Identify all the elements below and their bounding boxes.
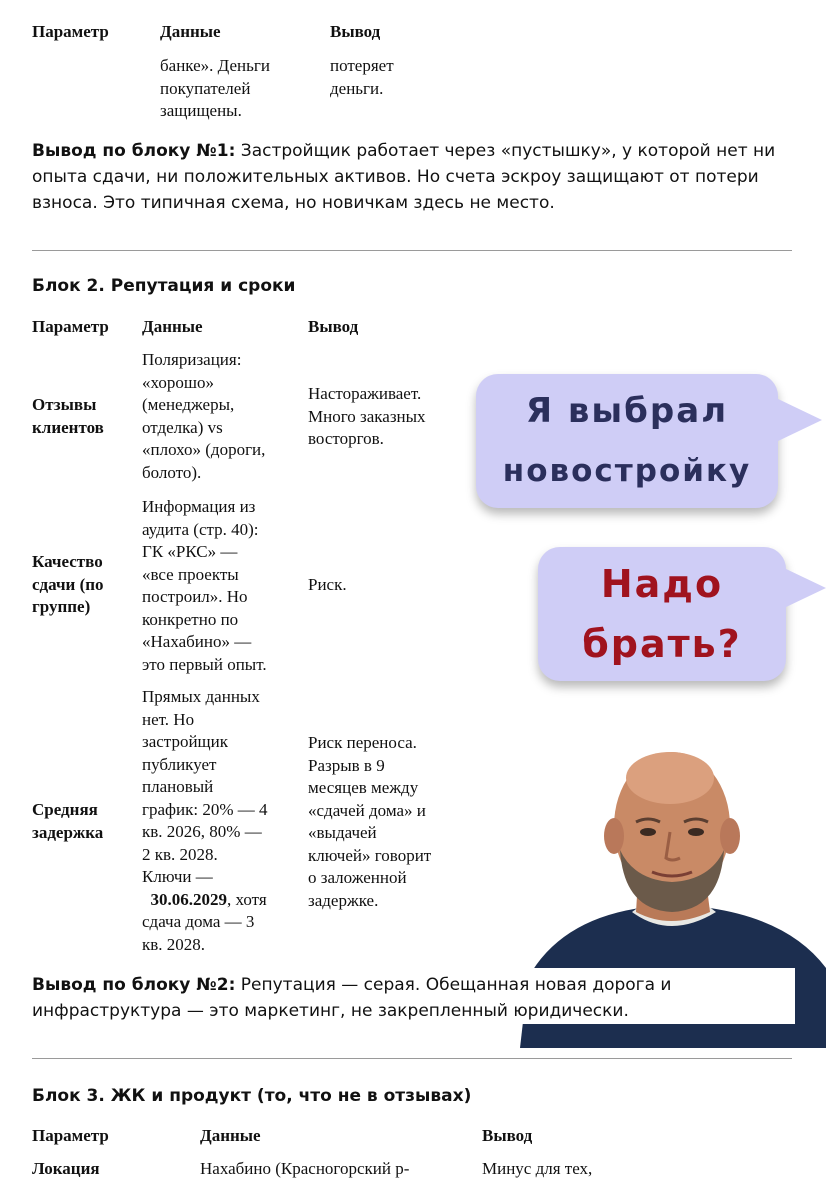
block2-row1-data: Поляризация: «хорошо» (менеджеры, отделка) vs «плохо» (дороги, болото). <box>142 350 266 482</box>
block2-row1-output: Настораживает. Много заказных восторгов. <box>308 384 426 448</box>
block2-row1-param: Отзывы клиентов <box>32 395 104 437</box>
block2-header-data: Данные <box>142 317 203 336</box>
block3-row1-param: Локация <box>32 1159 100 1178</box>
block2-row2-param: Качество сдачи (по группе) <box>32 552 104 616</box>
speech-bubble-1-tail <box>776 398 822 442</box>
block3-row1-data: Нахабино (Красногорский р- <box>200 1159 410 1178</box>
divider-2 <box>32 1058 792 1059</box>
block3-header-output: Вывод <box>482 1126 533 1145</box>
block2-title: Блок 2. Репутация и сроки <box>32 276 296 296</box>
block2-row3-param: Средняя задержка <box>32 800 104 842</box>
block2-conclusion: Вывод по блоку №2: Репутация — серая. Обещанная новая дорога и инфраструктура — это маркетинг, не закрепленный юридически. <box>32 975 672 1021</box>
table1-header-output: Вывод <box>330 22 381 41</box>
table1-cont-data: банке». Деньги покупателей защищены. <box>160 56 270 120</box>
block2-row3-data: Прямых данных нет. Но застройщик публикует плановый график: 20% — 4 кв. 2026, 80% — 2 кв. 2028. Ключи — 30.06.2029, хотя сдача дома — 3 кв. 2028. <box>142 687 268 954</box>
block2-header-param: Параметр <box>32 317 109 336</box>
block2-row2-data: Информация из аудита (стр. 40): ГК «РКС» — «все проекты построил». Но конкретно по «Нахабино» — это первый опыт. <box>142 497 267 674</box>
divider-1 <box>32 250 792 251</box>
speech-bubble-2: Надо брать? <box>538 547 786 681</box>
block2-row2-output: Риск. <box>308 575 347 594</box>
block3-header-param: Параметр <box>32 1126 109 1145</box>
table1-header-param: Параметр <box>32 22 109 41</box>
table1-cont-output: потеряет деньги. <box>330 56 394 98</box>
block3-title: Блок 3. ЖК и продукт (то, что не в отзывах) <box>32 1086 472 1106</box>
block2-header-output: Вывод <box>308 317 359 336</box>
keys-date: 30.06.2029 <box>150 889 227 909</box>
block3-header-data: Данные <box>200 1126 261 1145</box>
block2-conclusion-label: Вывод по блоку №2: <box>32 975 236 995</box>
speech-bubble-1: Я выбрал новостройку <box>476 374 778 508</box>
table1-header-data: Данные <box>160 22 221 41</box>
block1-conclusion: Вывод по блоку №1: Застройщик работает через «пустышку», у которой нет ни опыта сдачи, ни положительных активов. Но счета эскроу защищают от потери взноса. Это типичная схема, но новичкам здесь не место. <box>32 141 776 213</box>
block3-row1-output: Минус для тех, <box>482 1159 593 1178</box>
speech-bubble-2-tail <box>784 568 826 608</box>
block1-conclusion-label: Вывод по блоку №1: <box>32 141 236 161</box>
block2-row3-output: Риск переноса. Разрыв в 9 месяцев между «сдачей дома» и «выдачей ключей» говорит о заложенной задержке. <box>308 733 432 910</box>
